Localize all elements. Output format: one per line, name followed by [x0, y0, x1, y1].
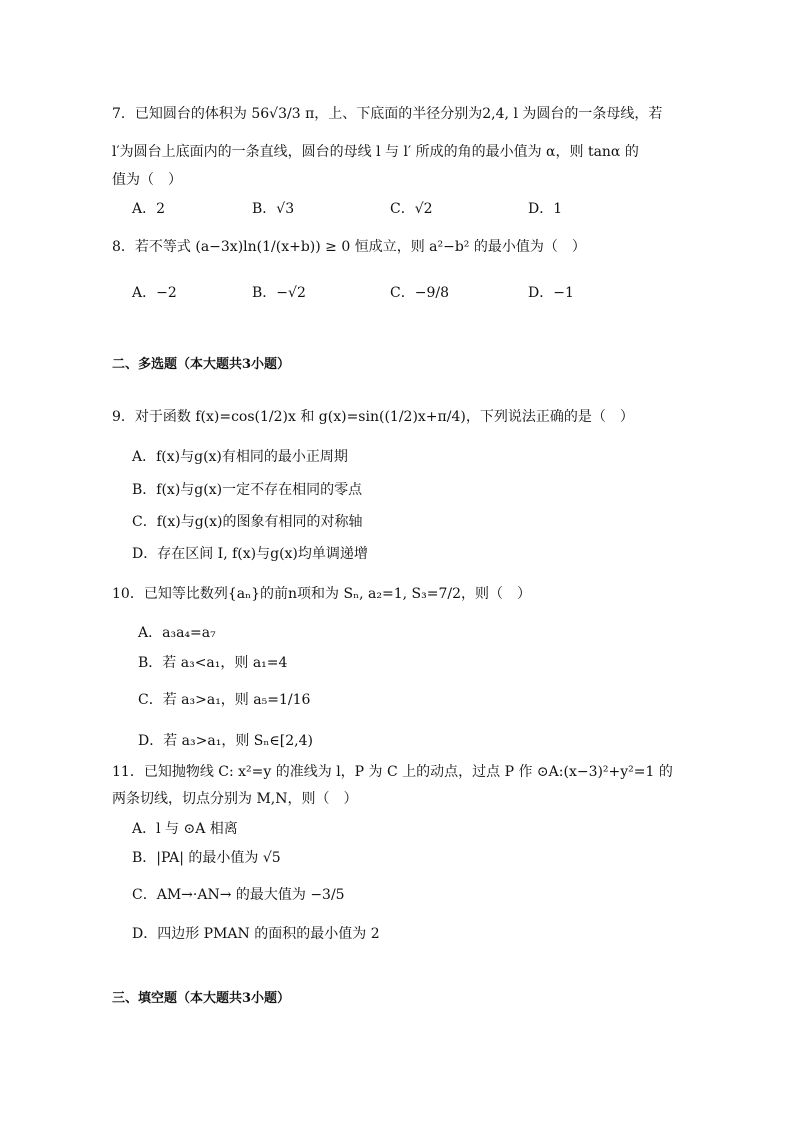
q11-option-d: D．四边形 PMAN 的面积的最小值为 2 [132, 926, 380, 942]
q8-option-d: D．−1 [528, 285, 574, 301]
q11-line-2: 两条切线，切点分别为 M,N，则（ ） [112, 791, 358, 807]
q9-option-d: D．存在区间 I, f(x)与g(x)均单调递增 [132, 546, 368, 562]
q7-line-3: 值为（ ） [112, 172, 182, 188]
q7-line-2: l′为圆台上底面内的一条直线，圆台的母线 l 与 l′ 所成的角的最小值为 α，则 tanα 的 [112, 144, 639, 160]
q7-option-a: A．2 [132, 201, 166, 217]
q9-line-1: 9．对于函数 f(x)=cos(1/2)x 和 g(x)=sin((1/2)x+π/4)，下列说法正确的是（ ） [112, 409, 634, 425]
q8-option-c: C．−9/8 [390, 285, 449, 301]
q7-option-c: C．√2 [390, 201, 433, 217]
q11-option-a: A．l 与 ⊙A 相离 [132, 821, 238, 837]
q7-option-d: D．1 [528, 201, 563, 217]
section-3-heading: 三、填空题（本大题共3小题） [112, 991, 291, 1006]
q10-option-d: D．若 a₃>a₁，则 Sₙ∈[2,4) [138, 733, 313, 749]
q10-option-a: A．a₃a₄=a₇ [138, 625, 216, 641]
section-2-heading: 二、多选题（本大题共3小题） [112, 357, 291, 372]
q9-option-a: A．f(x)与g(x)有相同的最小正周期 [132, 449, 348, 465]
q8-option-b: B．−√2 [252, 285, 306, 301]
q7-line-1: 7．已知圆台的体积为 56√3/3 π，上、下底面的半径分别为2,4, l 为圆台的一条母线，若 [112, 106, 663, 122]
q9-option-b: B．f(x)与g(x)一定不存在相同的零点 [132, 482, 363, 498]
q11-line-1: 11．已知抛物线 C: x²=y 的准线为 l，P 为 C 上的动点，过点 P 作 ⊙A:(x−3)²+y²=1 的 [112, 764, 673, 780]
q10-line-1: 10．已知等比数列{aₙ}的前n项和为 Sₙ, a₂=1, S₃=7/2，则（ ） [112, 586, 532, 602]
q8-line-1: 8．若不等式 (a−3x)ln(1/(x+b)) ≥ 0 恒成立，则 a²−b² 的最小值为（ ） [112, 239, 586, 255]
q10-option-b: B．若 a₃<a₁，则 a₁=4 [138, 655, 288, 671]
q9-option-c: C．f(x)与g(x)的图象有相同的对称轴 [132, 514, 363, 530]
q11-option-b: B．|PA| 的最小值为 √5 [132, 850, 281, 866]
q7-option-b: B．√3 [252, 201, 295, 217]
q11-option-c: C．AM→·AN→ 的最大值为 −3/5 [132, 887, 345, 903]
q10-option-c: C．若 a₃>a₁，则 a₅=1/16 [138, 692, 311, 708]
q8-option-a: A．−2 [132, 285, 177, 301]
